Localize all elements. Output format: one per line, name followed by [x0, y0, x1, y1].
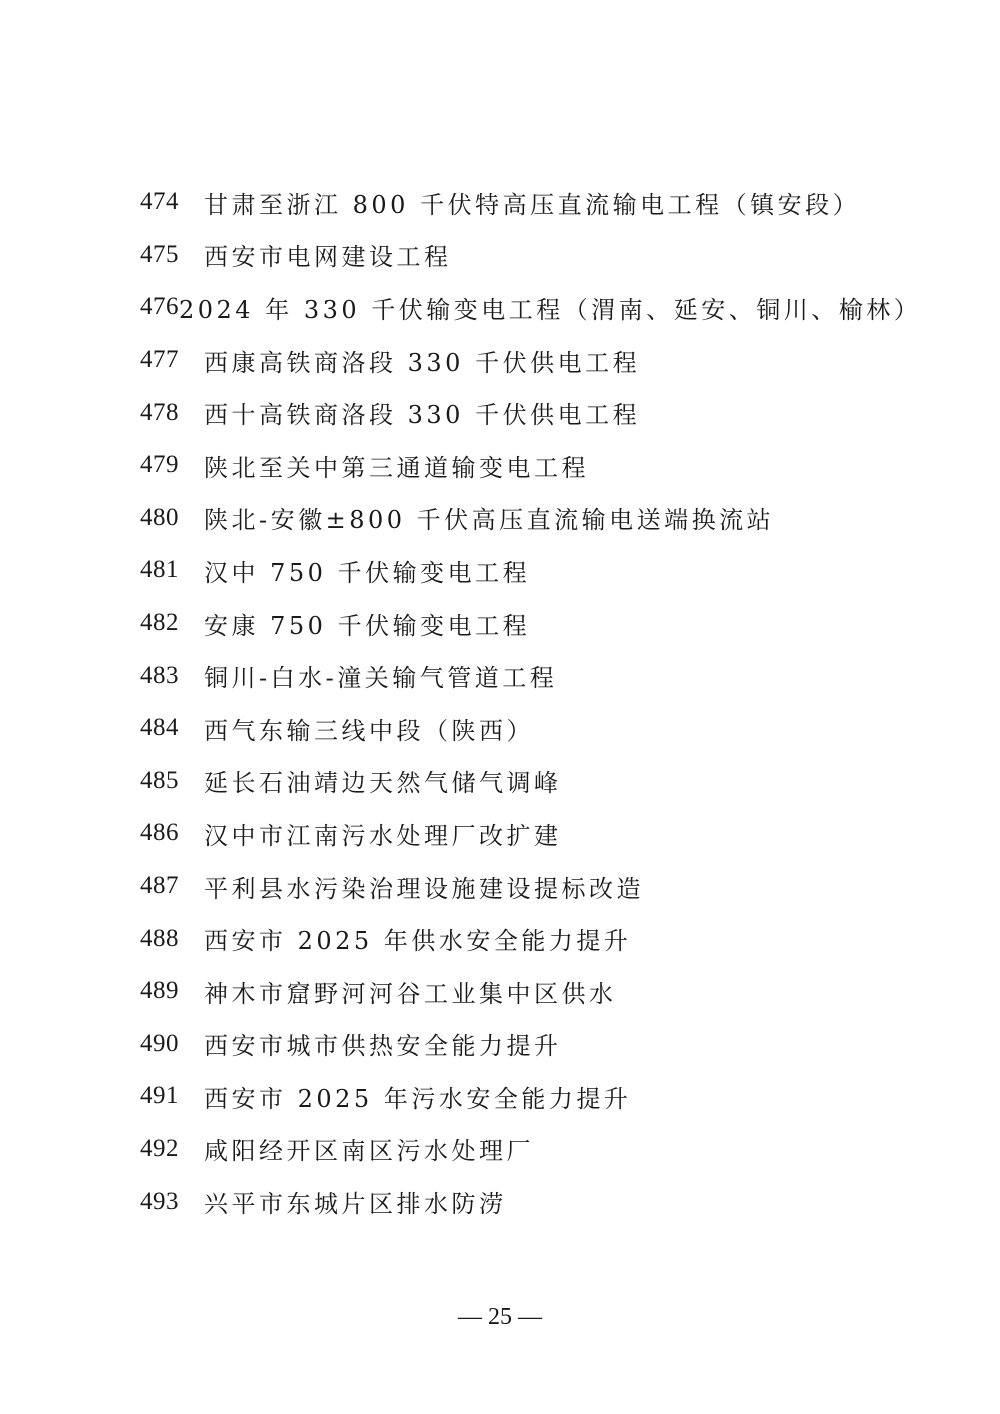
list-item: [140, 702, 920, 755]
item-text: 咸阳经开区南区污水处理厂: [204, 1137, 534, 1166]
list-item: [140, 334, 920, 387]
item-text: 西康高铁商洛段 330 千伏供电工程: [204, 348, 641, 377]
item-text: 兴平市东城片区排水防涝: [204, 1190, 507, 1219]
page-number: — 25 —: [458, 1304, 542, 1330]
list-item: [140, 281, 920, 334]
item-text: 西安市城市供热安全能力提升: [204, 1032, 562, 1061]
item-text: 西安市电网建设工程: [204, 243, 452, 272]
item-number: 490: [140, 1029, 179, 1057]
list-item: [140, 176, 920, 229]
item-number: 480: [140, 503, 179, 531]
list-item: [140, 544, 920, 597]
item-number: 476: [140, 293, 179, 321]
list-item: [140, 965, 920, 1018]
item-number: 478: [140, 398, 179, 426]
list-item: [140, 1070, 920, 1123]
item-text: 铜川-白水-潼关输气管道工程: [204, 664, 558, 693]
list-item: [140, 1018, 920, 1071]
item-text: 平利县水污染治理设施建设提标改造: [204, 874, 644, 903]
list-item: [140, 229, 920, 282]
item-number: 492: [140, 1134, 179, 1162]
item-number: 487: [140, 872, 179, 900]
list-item: [140, 439, 920, 492]
item-number: 482: [140, 609, 179, 637]
item-text: 2024 年 330 千伏输变电工程（渭南、延安、铜川、榆林）: [179, 295, 922, 324]
item-text: 汉中市江南污水处理厂改扩建: [204, 821, 562, 850]
item-number: 481: [140, 556, 179, 584]
list-item: [140, 386, 920, 439]
item-text: 西安市 2025 年供水安全能力提升: [204, 927, 632, 956]
item-number: 483: [140, 661, 179, 689]
item-text: 西气东输三线中段（陕西）: [204, 716, 534, 745]
list-item: [140, 492, 920, 545]
list-item: [140, 912, 920, 965]
item-number: 484: [140, 714, 179, 742]
item-text: 甘肃至浙江 800 千伏特高压直流输电工程（镇安段）: [204, 190, 861, 219]
item-number: 474: [140, 188, 179, 216]
item-number: 488: [140, 924, 179, 952]
project-list: [140, 176, 920, 1228]
item-text: 延长石油靖边天然气储气调峰: [204, 769, 562, 798]
list-item: [140, 807, 920, 860]
item-number: 477: [140, 346, 179, 374]
item-number: 475: [140, 240, 179, 268]
list-item: [140, 755, 920, 808]
item-number: 486: [140, 819, 179, 847]
list-item: [140, 860, 920, 913]
list-item: [140, 1123, 920, 1176]
item-text: 西安市 2025 年污水安全能力提升: [204, 1084, 632, 1113]
item-number: 485: [140, 766, 179, 794]
item-text: 汉中 750 千伏输变电工程: [204, 558, 531, 587]
item-text: 陕北至关中第三通道输变电工程: [204, 453, 589, 482]
item-number: 479: [140, 451, 179, 479]
list-item: [140, 649, 920, 702]
item-text: 陕北-安徽±800 千伏高压直流输电送端换流站: [204, 506, 775, 535]
item-number: 493: [140, 1187, 179, 1215]
list-item: [140, 597, 920, 650]
item-text: 神木市窟野河河谷工业集中区供水: [204, 979, 617, 1008]
list-item: [140, 1175, 920, 1228]
item-number: 491: [140, 1082, 179, 1110]
item-number: 489: [140, 977, 179, 1005]
item-text: 安康 750 千伏输变电工程: [204, 611, 531, 640]
item-text: 西十高铁商洛段 330 千伏供电工程: [204, 401, 641, 430]
